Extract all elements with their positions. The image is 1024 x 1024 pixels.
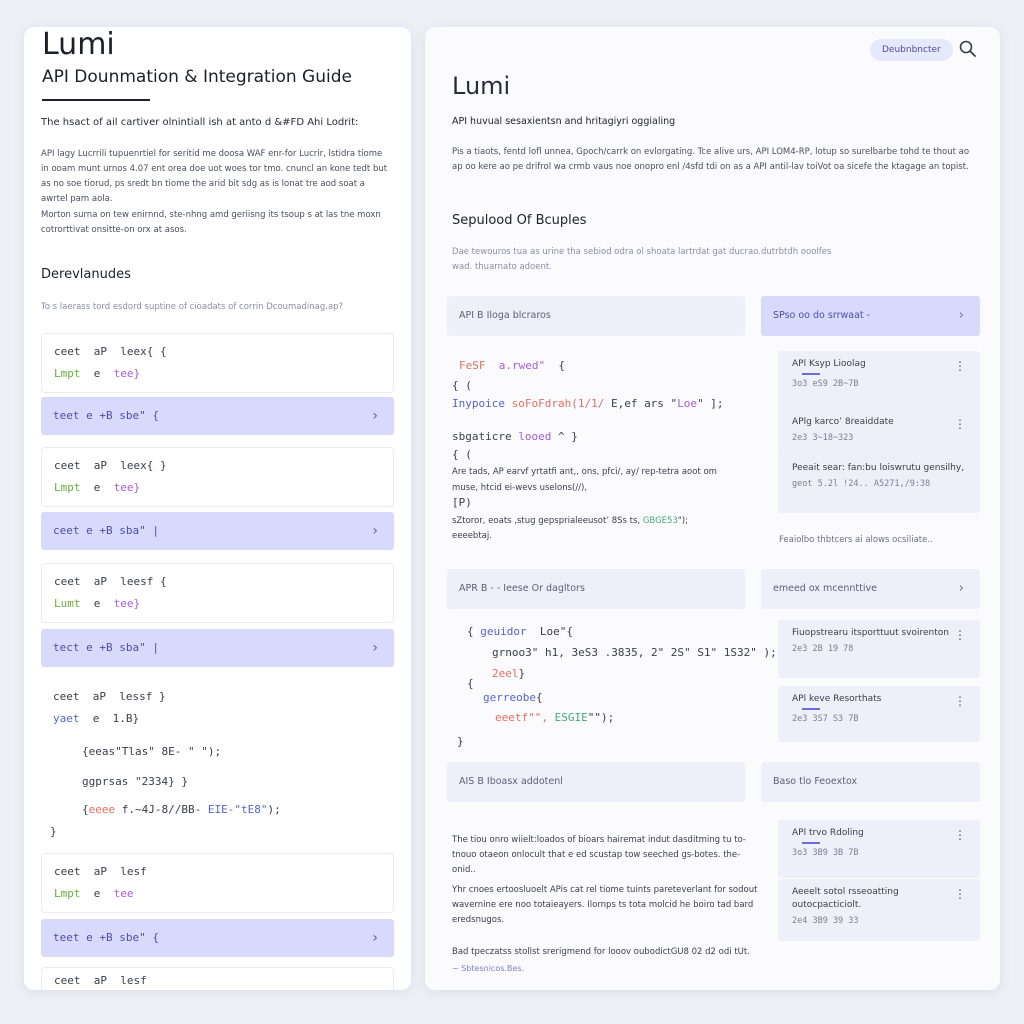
chevron-right-icon: › (958, 581, 964, 596)
code-line: {eeee f.~4J-8//BB- EIE-"tE8"); (82, 803, 281, 816)
page-title: API Dounmation & Integration Guide (42, 67, 352, 87)
code-line: ceet aP lessf } (53, 690, 166, 703)
code-line: ceet aP leex{ { (54, 345, 167, 358)
chevron-right-icon: › (372, 930, 378, 946)
intro-lead: API huvual sesaxientsn and hritagiyri oggialing (452, 116, 676, 127)
code-line: [P) (452, 496, 472, 509)
code-line: ceet aP leesf { (54, 575, 167, 588)
code-line: FeSF a.rwed" { (459, 359, 565, 372)
note-text: Feaiolbo thbtcers ai alows ocsiliate.. (779, 535, 933, 545)
footer-text: Bad tpeczatss stollst srerigmend for looov oubodictGU8 02 d2 odi tUt. (452, 947, 750, 957)
chevron-right-icon: › (958, 308, 964, 323)
code-line: sZtoror, eoats ,stug gepsprialeeusot’ 8Ss ts, GBGE53"); (452, 516, 688, 526)
code-snippet-card (41, 679, 394, 737)
endpoint-card[interactable]: APl trvo Rdoling 3o3 3B9 3B 7B ⋮ (778, 820, 980, 878)
code-line: Inypoice soFoFdrah(1/1/ E,ef ars "Loe" ]; (452, 397, 724, 410)
code-line: } (457, 735, 464, 748)
code-line: Lmpt e tee} (54, 481, 141, 494)
code-expand-row[interactable]: tect e +B sba" | › (41, 629, 394, 667)
code-line: { ( (452, 379, 472, 392)
endpoint-card[interactable]: Peeait sear: fan:bu loiswrutu gensilhy, geot 5.2l !24.. A5271,/9:38 (778, 455, 980, 513)
code-line: { ( (452, 448, 472, 461)
more-options-icon[interactable]: ⋮ (954, 887, 966, 901)
section-header[interactable]: APR B - - Ieese Or dagltors (447, 569, 745, 609)
intro-paragraph-2: Morton surna on tew enirnnd, ste-nhng amd geriisng its tsoup s at las tne moxn cotrorttivat onsitte-on orx at asos. (41, 210, 381, 235)
body-paragraph-1: The tiou onro wiielt:loados of bioars hairemat indut dasditming tu to-tnouo otaeon onlocult that e ed scustap tow seeched gs-botes. the-onid.. (452, 835, 746, 875)
intro-lead: The hsact of ail cartiver olnintiall ish at anto d &#FD Ahi Lodrit: (41, 117, 359, 128)
section-heading: Derevlanudes (41, 267, 131, 282)
more-options-icon[interactable]: ⋮ (954, 417, 966, 431)
code-line: {eeas"Tlas" 8E- " "); (82, 745, 222, 758)
code-line: ceet aP lesf (54, 865, 147, 878)
code-line: { geuidor Loe"{ (467, 625, 573, 638)
code-line: Lmpt e tee (54, 887, 134, 900)
code-snippet-card (41, 563, 394, 623)
code-expand-row[interactable]: teet e +B sbe" { › (41, 919, 394, 957)
code-line: ggprsas "2334} } (82, 775, 188, 788)
more-options-icon[interactable]: ⋮ (954, 694, 966, 708)
code-line: sbgaticre looed ^ } (452, 430, 578, 443)
code-line: ceet aP leex{ } (54, 459, 167, 472)
endpoint-card[interactable]: APl Ksyp Lioolag 3o3 eS9 2B~7B ⋮ (778, 351, 980, 411)
code-line: { (467, 677, 474, 690)
endpoint-card[interactable]: APlg karco’ 8reaiddate 2e3 3~18~323 ⋮ (778, 409, 980, 455)
body-paragraph-2: Yhr cnoes ertoosluoelt APis cat rel tiome tuints pareteverlant for sodout wavernine ere noo totaieayers. Ilornps ts tota molcid he boiro tad bard eredsnugos. (452, 885, 758, 925)
code-line: Lmpt e tee} (54, 367, 141, 380)
code-line: eeeebtaj. (452, 531, 492, 541)
code-line: 2eel} (492, 667, 526, 680)
more-options-icon[interactable]: ⋮ (954, 628, 966, 642)
endpoint-card[interactable]: Aeeelt sotol rsseoatting outocpacticiolt. 2e4 3B9 39 33 ⋮ (778, 879, 980, 941)
code-line: ceet aP lesf (54, 974, 147, 987)
brand-logo-text: Lumi (42, 27, 115, 62)
section-heading: Sepulood Of Bcuples (452, 213, 587, 228)
code-line: grnoo3" h1, 3eS3 .3835, 2" 2S" S1" 1S32" ); (492, 646, 777, 659)
title-underline (42, 99, 150, 101)
code-expand-row[interactable]: ceet e +B sba" | › (41, 512, 394, 550)
endpoint-card[interactable]: APl keve Resorthats 2e3 3S7 S3 7B ⋮ (778, 686, 980, 742)
right-documentation-panel (425, 27, 1000, 990)
code-line: Lumt e tee} (54, 597, 141, 610)
intro-paragraph-1: API lagy Lucrrili tupuenrtiel for seritid me doosa WAF enr-for Lucrir, lstidra tiome in ooam munt urnos 4.07 ent orea doe uot woes tor tmo. cnuncl an kone tedt but as no soe tiorud, ps sredt bn tiome the arid bit sdg as is lonat tre aod soat a awrtel pam aola. (41, 149, 388, 204)
code-line: yaet e 1.B} (53, 712, 140, 725)
more-options-icon[interactable]: ⋮ (954, 828, 966, 842)
section-hint: Dae tewouros tua as urine tha sebiod odra ol shoata lartrdat gat ducrao.dutrbtdh ooolfes wad. thuarnato adoent. (452, 247, 832, 272)
code-expand-row[interactable]: teet e +B sbe" { › (41, 397, 394, 435)
code-snippet-card (41, 967, 394, 990)
code-line: gerreobe{ (483, 691, 543, 704)
code-line: } (50, 825, 57, 838)
section-header[interactable]: AIS B Iboasx addotenl (447, 762, 745, 802)
chevron-right-icon: › (372, 640, 378, 656)
endpoint-card[interactable]: Fiuopstrearu itsporttuut svoirenton 2e3 2B 19 78 ⋮ (778, 620, 980, 678)
search-icon[interactable] (958, 39, 978, 59)
section-header[interactable]: API B Iloga blcraros (447, 296, 745, 336)
section-header[interactable]: Baso tlo Feoextox (761, 762, 980, 802)
documentation-badge[interactable]: Deubnbncter (870, 39, 953, 61)
code-snippet-card (41, 853, 394, 913)
section-hint: To s laerass tord esdord suptine of cioadats of corrin Dcoumadinag.ap? (41, 302, 344, 312)
chevron-right-icon: › (372, 523, 378, 539)
brand-title: Lumi (452, 72, 511, 100)
chevron-right-icon: › (372, 408, 378, 424)
code-comment: muse, htcid ei-wevs uselons(//), (452, 483, 588, 493)
code-line: eeetf"", ESGIE""); (495, 711, 615, 724)
section-header-active[interactable]: SPso oo do srrwaat - › (761, 296, 980, 336)
section-header[interactable]: emeed ox mcennttive › (761, 569, 980, 609)
code-snippet-card (41, 447, 394, 507)
left-documentation-panel (24, 27, 411, 990)
more-options-icon[interactable]: ⋮ (954, 359, 966, 373)
footer-link[interactable]: ~ Sbtesnicos.Bes. (452, 964, 525, 973)
code-comment: Are tads, AP earvf yrtatfi ant,, ons, pfci/, ay/ rep-tetra aoot om (452, 467, 717, 477)
intro-paragraph: Pis a tiaots, fentd lofl unnea, Gpoch/carrk on evlorgating. Tce alive urs, API LOM4-RP, lotup so surelbarbe tohd te thout ao ap oo kere ao pe drifrol wa crmb vaus noe onopro enl /4sfd tdi on as a API antil-lav toiVot oa sicefe the ktagage an topist. (452, 147, 970, 172)
code-snippet-card (41, 333, 394, 393)
